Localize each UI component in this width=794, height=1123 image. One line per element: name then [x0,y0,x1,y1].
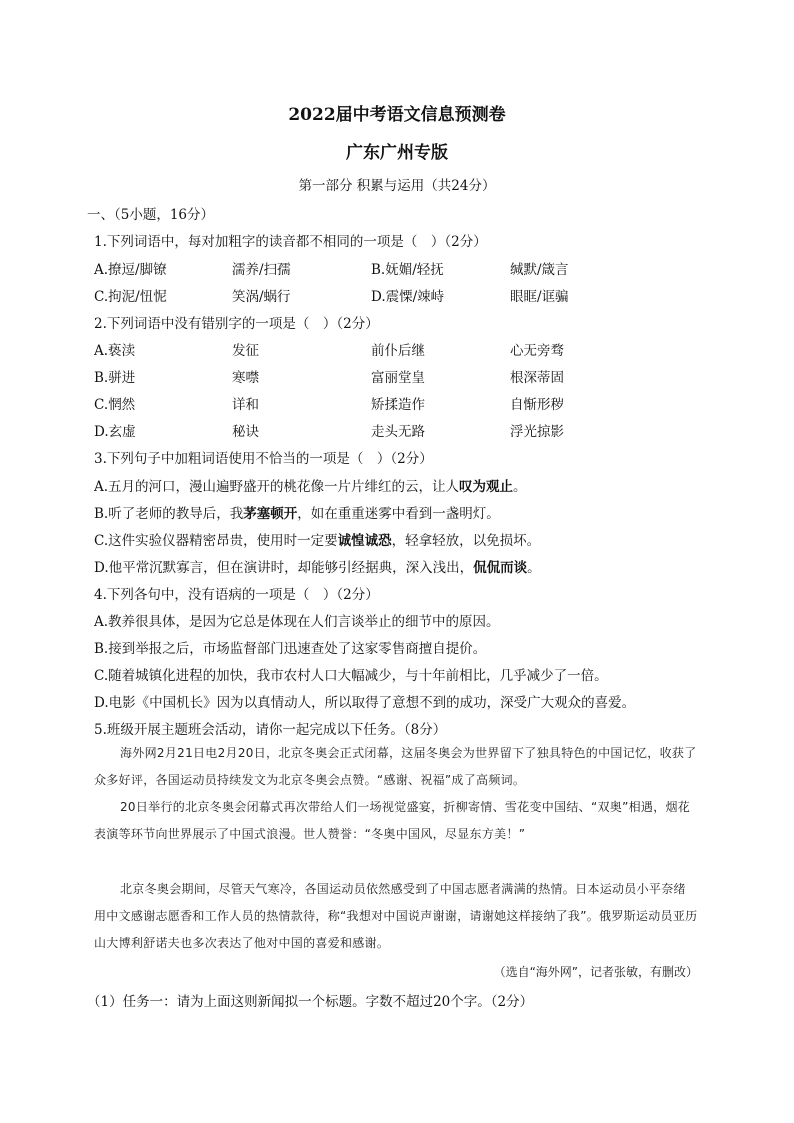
q3-option-a [94,475,527,495]
q1-option-a2: 濡养/扫孺 [232,262,291,278]
q3-c-bold: 诚惶诚恐 [337,533,392,549]
q2-a-4: 心无旁骛 [510,343,564,359]
q3-a-end: 。 [513,479,527,495]
q2-b-4: 根深蒂固 [510,370,564,386]
q3-b-text: B.听了老师的教导后，我 [94,506,244,522]
q1-option-a1: A.撩逗/脚镣 [94,262,167,278]
q4-option-a: A.教养很具体，是因为它总是体现在人们言谈举止的细节中的原因。 [94,614,500,630]
q2-a-3: 前仆后继 [371,343,425,359]
q1-stem: 1.下列词语中，每对加粗字的读音都不相同的一项是（ ）（2分） [94,234,487,250]
q4-stem: 4.下列各句中，没有语病的一项是（ ）（2分） [94,587,379,603]
q2-d-3: 走头无路 [371,424,425,440]
q3-option-b [94,502,500,522]
q3-option-c [94,529,540,549]
q4-option-c: C.随着城镇化进程的加快，我市农村人口大幅减少，与十年前相比，几乎减少了一倍。 [94,668,608,684]
q3-a-text: A.五月的河口，漫山遍野盛开的桃花像一片片绯红的云，让人 [94,479,460,495]
q2-b-1: B.骈进 [94,370,136,386]
q3-c-end: ，轻拿轻放，以免损坏。 [391,533,541,549]
q4-option-d: D.电影《中国机长》因为以真情动人，所以取得了意想不到的成功，深受广大观众的喜爱。 [94,695,636,711]
q3-a-bold: 叹为观止 [459,479,514,495]
q3-b-bold: 茅塞顿开 [243,506,298,522]
exam-subtitle: 广东广州专版 [346,143,448,163]
q3-stem: 3.下列句子中加粗词语使用不恰当的一项是（ ）（2分） [94,451,433,467]
section-heading: 一、（5小题，16分） [87,207,215,223]
q1-option-b1: B.妩媚/轻抚 [371,262,444,278]
q2-d-1: D.玄虚 [94,424,136,440]
exam-title: 2022届中考语文信息预测卷 [288,105,506,125]
part-heading: 第一部分 积累与运用（共24分） [298,178,496,194]
q2-c-1: C.惘然 [94,397,136,413]
q2-d-4: 浮光掠影 [510,424,564,440]
q3-b-end: ，如在重重迷雾中看到一盏明灯。 [297,506,500,522]
q3-c-text: C.这件实验仪器精密昂贵，使用时一定要 [94,533,338,549]
news-paragraph-1: 海外网2月21日电2月20日，北京冬奥会正式闭幕，这届冬奥会为世界留下了独具特色的中国记忆，收获了众多好评，各国运动员持续发文为北京冬奥会点赞。“感谢、祝福”成了高频词。 [94,746,697,787]
q2-c-2: 详和 [232,397,259,413]
q3-d-text: D.他平常沉默寡言，但在演讲时，却能够引经据典，深入浅出， [94,560,474,576]
q2-a-1: A.亵渎 [94,343,136,359]
q2-stem: 2.下列词语中没有错别字的一项是（ ）（2分） [94,316,379,332]
q3-d-bold: 侃侃而谈 [473,560,528,576]
q1-option-d2: 眼眶/诓骗 [510,289,569,305]
q1-option-c1: C.拘泥/忸怩 [94,289,167,305]
q1-option-c2: 笑涡/蜗行 [232,289,291,305]
q3-d-end: 。 [527,560,541,576]
q2-a-2: 发征 [232,343,259,359]
q2-b-2: 寒噤 [232,370,259,386]
q2-c-3: 矫揉造作 [371,397,425,413]
q1-option-d1: D.震慄/竦峙 [371,289,445,305]
news-paragraph-2: 20日举行的北京冬奥会闭幕式再次带给人们一场视觉盛宴，折柳寄情、雪花变中国结、“双奥”相遇，烟花表演等环节向世界展示了中国式浪漫。世人赞誉：“冬奥中国风，尽显东方美！” [94,800,691,841]
news-paragraph-3: 北京冬奥会期间，尽管天气寒冷，各国运动员依然感受到了中国志愿者满满的热情。日本运动员小平奈绪用中文感谢志愿香和工作人员的热情款待，称“我想对中国说声谢谢，请谢她这样接纳了我”。俄罗斯运动员亚历山大博利舒诺夫也多次表达了他对中国的喜爱和感谢。 [94,882,698,950]
q2-d-2: 秘诀 [232,424,259,440]
news-source: （选自“海外网”，记者张敏，有删改） [493,965,698,979]
q2-b-3: 富丽堂皇 [371,370,425,386]
task-1: （1）任务一：请为上面这则新闻拟一个标题。字数不超过20个字。（2分） [87,994,534,1010]
q1-option-b2: 缄默/箴言 [510,262,569,278]
q2-c-4: 自惭形秽 [510,397,564,413]
q3-option-d [94,556,541,576]
q5-stem: 5.班级开展主题班会活动，请你一起完成以下任务。（8分） [94,722,447,738]
q4-option-b: B.接到举报之后，市场监督部门迅速查处了这家零售商擅自提价。 [94,641,487,657]
